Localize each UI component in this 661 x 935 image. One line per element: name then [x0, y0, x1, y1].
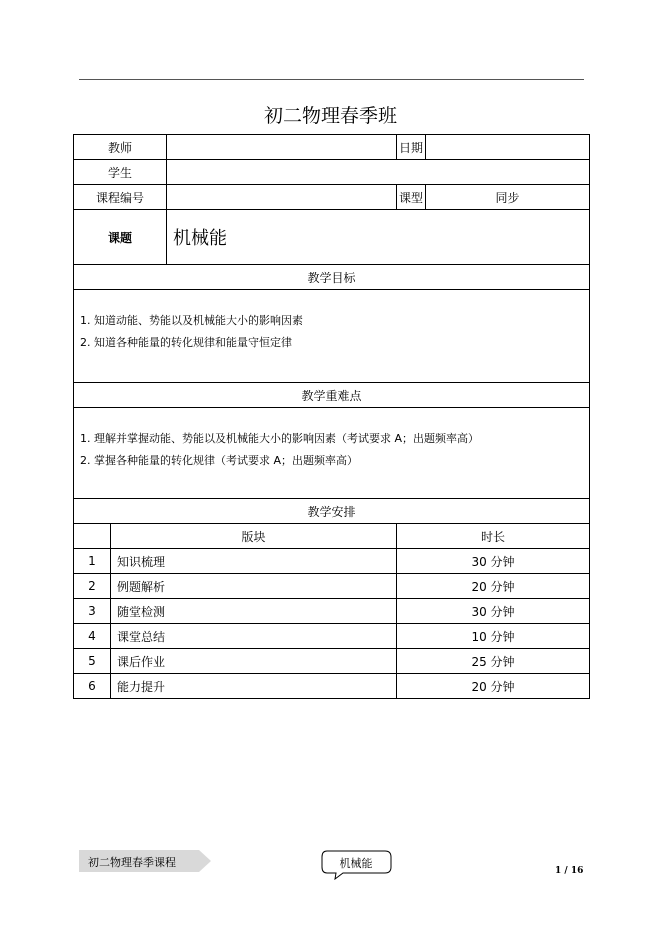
footer-course-label: 初二物理春季课程	[88, 856, 176, 869]
course-type-value: 同步	[426, 185, 590, 210]
date-label: 日期	[397, 135, 426, 160]
schedule-row-duration: 20 分钟	[397, 574, 590, 599]
schedule-module-header: 版块	[111, 524, 397, 549]
schedule-row-module: 随堂检测	[111, 599, 397, 624]
key-point-item: 2. 掌握各种能量的转化规律（考试要求 A；出题频率高）	[80, 454, 359, 467]
document-title: 初二物理春季班	[263, 105, 397, 127]
objective-item: 1. 知道动能、势能以及机械能大小的影响因素	[80, 314, 303, 327]
student-value[interactable]	[167, 160, 590, 185]
header-rule	[79, 79, 584, 80]
schedule-row	[74, 549, 590, 574]
footer-chapter-label: 机械能	[339, 857, 373, 870]
schedule-row-duration: 30 分钟	[397, 599, 590, 624]
schedule-row-duration: 30 分钟	[397, 549, 590, 574]
schedule-row-duration: 10 分钟	[397, 624, 590, 649]
schedule-row-number: 5	[74, 649, 111, 674]
footer-chapter-bubble	[321, 850, 393, 884]
schedule-row-module: 课后作业	[111, 649, 397, 674]
schedule-row-duration: 20 分钟	[397, 674, 590, 699]
schedule-row-number: 4	[74, 624, 111, 649]
schedule-duration-header: 时长	[397, 524, 590, 549]
key-points-list	[74, 408, 590, 499]
schedule-row-number: 2	[74, 574, 111, 599]
lesson-plan-table	[73, 134, 590, 699]
schedule-row	[74, 649, 590, 674]
objectives-list	[74, 290, 590, 383]
teacher-value[interactable]	[167, 135, 397, 160]
schedule-row	[74, 674, 590, 699]
schedule-index-header	[74, 524, 111, 549]
objectives-header: 教学目标	[74, 265, 590, 290]
schedule-row-module: 能力提升	[111, 674, 397, 699]
schedule-row-module: 课堂总结	[111, 624, 397, 649]
footer-course-tab	[79, 850, 211, 872]
course-number-value[interactable]	[167, 185, 397, 210]
schedule-row	[74, 574, 590, 599]
teacher-label: 教师	[74, 135, 167, 160]
schedule-row-number: 6	[74, 674, 111, 699]
key-point-item: 1. 理解并掌握动能、势能以及机械能大小的影响因素（考试要求 A；出题频率高）	[80, 432, 480, 445]
schedule-row-module: 例题解析	[111, 574, 397, 599]
schedule-row-number: 3	[74, 599, 111, 624]
schedule-row	[74, 624, 590, 649]
schedule-row	[74, 599, 590, 624]
schedule-header: 教学安排	[74, 499, 590, 524]
student-label: 学生	[74, 160, 167, 185]
topic-value: 机械能	[167, 210, 590, 265]
key-points-header: 教学重难点	[74, 383, 590, 408]
topic-label: 课题	[74, 210, 167, 265]
objective-item: 2. 知道各种能量的转化规律和能量守恒定律	[80, 336, 292, 349]
schedule-row-duration: 25 分钟	[397, 649, 590, 674]
course-type-label: 课型	[397, 185, 426, 210]
date-value[interactable]	[426, 135, 590, 160]
page-number: 1 / 16	[555, 866, 584, 876]
schedule-row-module: 知识梳理	[111, 549, 397, 574]
course-number-label: 课程编号	[74, 185, 167, 210]
schedule-row-number: 1	[74, 549, 111, 574]
